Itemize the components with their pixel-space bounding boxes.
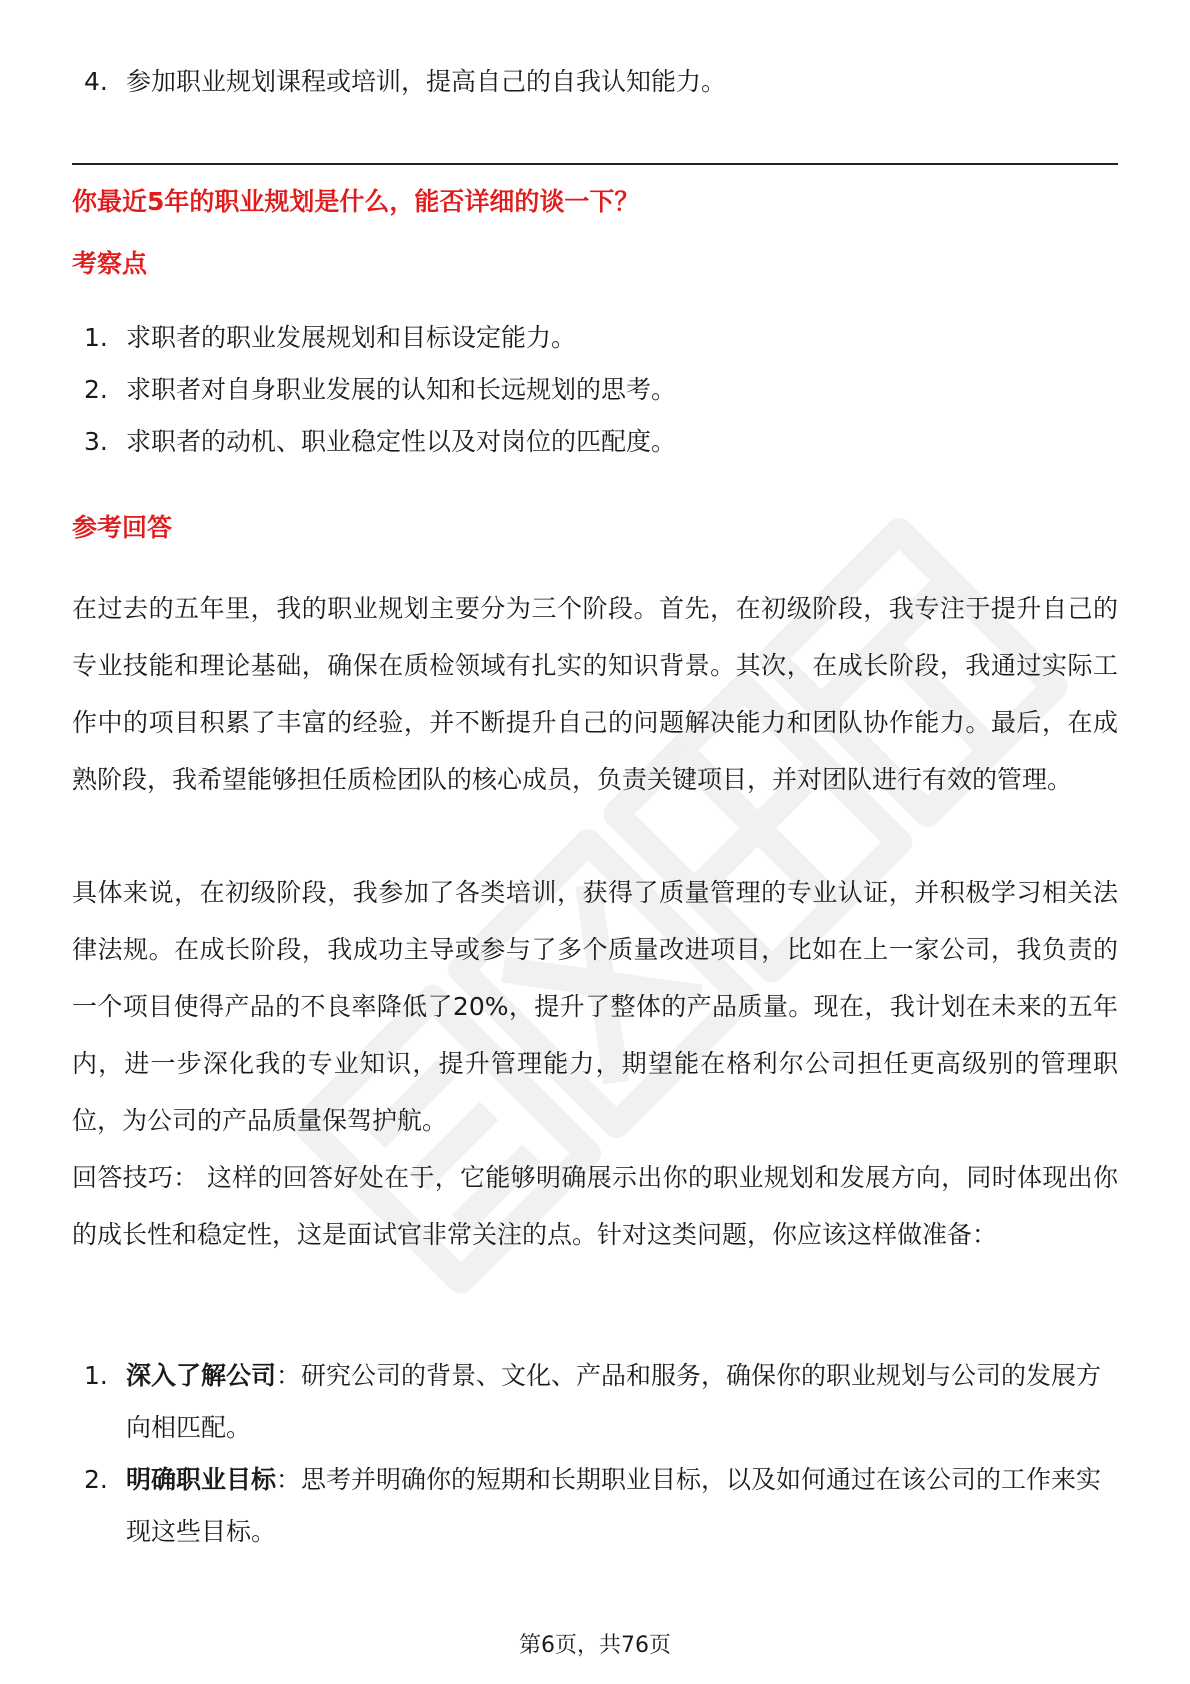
list-number: 2. [84, 375, 108, 404]
tip-text: ：思考并明确你的短期和长期职业目标，以及如何通过在该公司的工作来实现这些目标。 [126, 1465, 1102, 1546]
tip-text: ：研究公司的背景、文化、产品和服务，确保你的职业规划与公司的发展方向相匹配。 [126, 1361, 1102, 1442]
list-number: 1. [84, 1361, 108, 1390]
list-number: 2. [84, 1465, 108, 1494]
page-number: 第6页，共76页 [519, 1633, 671, 1658]
list-item [72, 416, 676, 468]
answer-paragraph: 在过去的五年里，我的职业规划主要分为三个阶段。首先，在初级阶段，我专注于提升自己的专业技能和理论基础，确保在质检领域有扎实的知识背景。其次，在成长阶段，我通过实际工作中的项目积累了丰富的经验，并不断提升自己的问题解决能力和团队协作能力。最后，在成熟阶段，我希望能够担任质检团队的核心成员，负责关键项目，并对团队进行有效的管理。 [72, 594, 1118, 794]
list-item [72, 364, 676, 416]
list-item-text: 求职者的职业发展规划和目标设定能力。 [126, 323, 577, 352]
list-item-text: 参加职业规划课程或培训，提高自己的自我认知能力。 [126, 67, 727, 96]
list-item [72, 56, 726, 108]
exam-points-list [72, 312, 676, 468]
tips-list [72, 1350, 1118, 1558]
tip-title: 明确职业目标 [126, 1465, 277, 1494]
list-number: 3. [84, 427, 108, 456]
section-divider [72, 163, 1118, 165]
list-item-text: 求职者的动机、职业稳定性以及对岗位的匹配度。 [126, 427, 677, 456]
answer-tips-paragraph: 回答技巧： 这样的回答好处在于，它能够明确展示出你的职业规划和发展方向，同时体现出你的成长性和稳定性，这是面试官非常关注的点。针对这类问题，你应该这样做准备： [72, 1163, 1118, 1249]
tip-title: 深入了解公司 [126, 1361, 277, 1390]
list-item-text: 求职者对自身职业发展的认知和长远规划的思考。 [126, 375, 677, 404]
previous-list [72, 56, 726, 108]
answer-paragraph: 具体来说，在初级阶段，我参加了各类培训，获得了质量管理的专业认证，并积极学习相关法律法规。在成长阶段，我成功主导或参与了多个质量改进项目，比如在上一家公司，我负责的一个项目使得产品的不良率降低了20%，提升了整体的产品质量。现在，我计划在未来的五年内，进一步深化我的专业知识，提升管理能力，期望能在格利尔公司担任更高级别的管理职位，为公司的产品质量保驾护航。 [72, 878, 1118, 1135]
list-number: 4. [84, 67, 108, 96]
list-item [72, 1454, 1118, 1558]
exam-points-heading: 考察点 [72, 249, 148, 278]
question-title: 你最近5年的职业规划是什么，能否详细的谈一下？ [72, 187, 640, 216]
list-number: 1. [84, 323, 108, 352]
list-item [72, 1350, 1118, 1454]
reference-answer-heading: 参考回答 [72, 513, 173, 542]
list-item [72, 312, 676, 364]
